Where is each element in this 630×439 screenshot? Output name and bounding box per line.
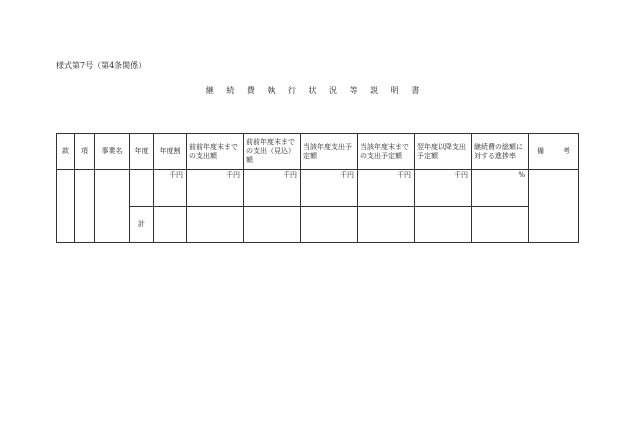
execution-status-table — [56, 133, 579, 243]
cell-unit: 千円 — [358, 170, 415, 207]
header-kou: 項 — [75, 134, 95, 170]
header-remarks-b: 考 — [563, 147, 570, 155]
header-kan: 款 — [57, 134, 75, 170]
cell-unit: 千円 — [415, 170, 472, 207]
header-remarks-a: 備 — [537, 147, 544, 155]
header-row — [57, 134, 579, 170]
total-cell — [154, 207, 187, 243]
cell-unit: 千円 — [154, 170, 187, 207]
header-fiscal-year: 年度 — [130, 134, 154, 170]
total-label: 計 — [130, 207, 154, 243]
total-cell — [415, 207, 472, 243]
total-cell — [301, 207, 358, 243]
document-title: 継 続 費 執 行 状 況 等 説 明 書 — [205, 86, 425, 95]
form-number: 様式第7号（第4条関係） — [56, 61, 147, 70]
header-yearly-allotment: 年度割 — [154, 134, 187, 170]
header-current-planned-expenditure: 当該年度支出予定額 — [301, 134, 358, 170]
cell-remarks — [529, 170, 579, 243]
header-progress-rate: 継続費の総額に対する進捗率 — [472, 134, 529, 170]
header-prev-prev-expenditure: 前前年度末までの支出額 — [187, 134, 244, 170]
cell-project-name — [95, 170, 130, 243]
total-row — [57, 207, 579, 243]
cell-fiscal-year — [130, 170, 154, 207]
header-current-end-planned-expenditure: 当該年度末までの支出予定額 — [358, 134, 415, 170]
total-cell — [358, 207, 415, 243]
total-cell — [472, 207, 529, 243]
total-cell — [187, 207, 244, 243]
table-row — [57, 170, 579, 207]
header-project-name: 事業名 — [95, 134, 130, 170]
cell-kou — [75, 170, 95, 243]
cell-unit: 千円 — [187, 170, 244, 207]
cell-unit: 千円 — [244, 170, 301, 207]
cell-kan — [57, 170, 75, 243]
header-next-year-onward-planned: 翌年度以降支出予定額 — [415, 134, 472, 170]
total-cell — [244, 207, 301, 243]
header-remarks — [529, 134, 579, 170]
cell-unit-percent: % — [472, 170, 529, 207]
header-prev-expenditure-estimated: 前前年度末までの支出（見込）額 — [244, 134, 301, 170]
cell-unit: 千円 — [301, 170, 358, 207]
